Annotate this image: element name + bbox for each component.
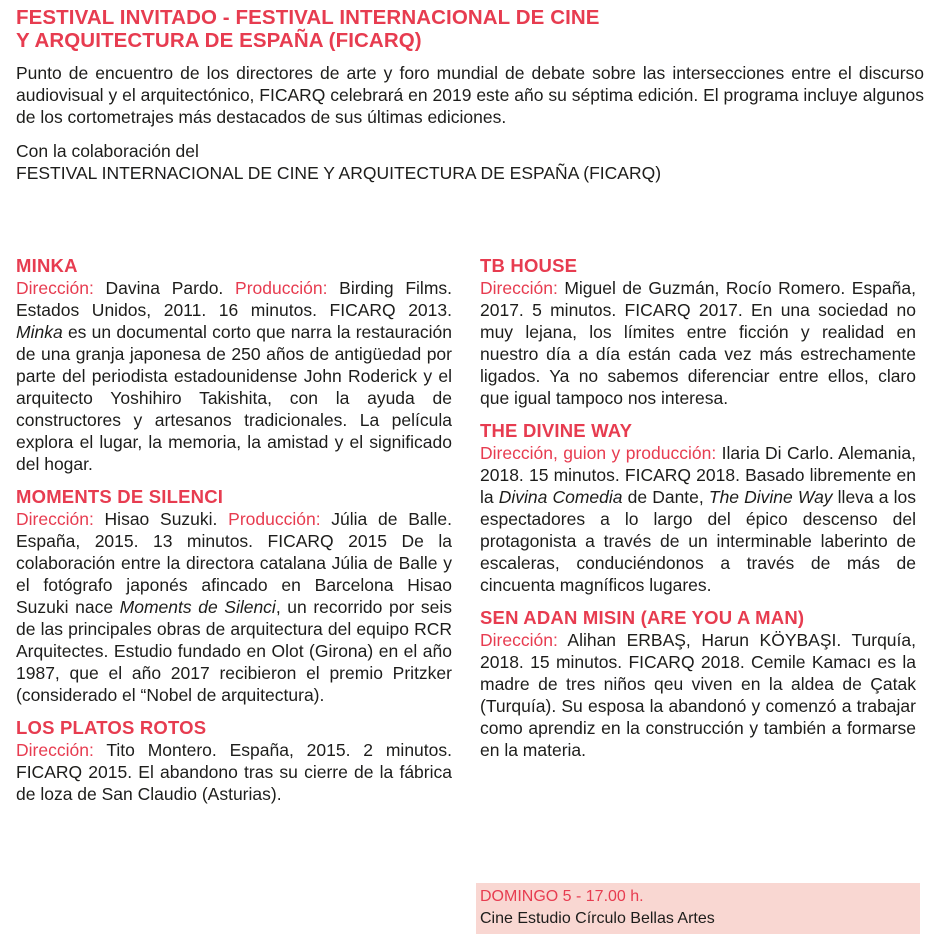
film-sen-adan-misin xyxy=(480,607,916,761)
film-description xyxy=(16,739,452,805)
director-label: Dirección: xyxy=(16,278,94,298)
production-label: Producción: xyxy=(228,509,321,529)
film-tb-house xyxy=(480,255,916,409)
film-name-italic: Minka xyxy=(16,322,63,342)
director-label: Dirección: xyxy=(480,278,558,298)
production-text: Birding Films. Estados Unidos, 2011. 16 minutos. FICARQ 2013. xyxy=(16,278,453,320)
film-los-platos-rotos xyxy=(16,717,452,805)
production-label: Producción: xyxy=(235,278,328,298)
screening-schedule xyxy=(476,883,920,934)
film-title: LOS PLATOS ROTOS xyxy=(16,717,207,738)
work-name-italic: Divina Comedia xyxy=(498,487,623,507)
festival-title xyxy=(16,6,924,52)
synopsis-text: Ilaria Di Carlo. Alemania, 2018. 15 minutos. FICARQ 2018. Basado libremente en la xyxy=(480,443,916,507)
film-the-divine-way xyxy=(480,420,916,596)
film-moments-de-silenci xyxy=(16,486,452,706)
synopsis-text: , un recorrido por seis de las principales obras de arquitectura del equipo RCR Arquitectes. Estudio fundado en Olot (Girona) en el año 1987, que el año 2017 recibieron el premio Pritzker (considerado el “Nobel de arquitectura). xyxy=(16,597,452,705)
film-title: TB HOUSE xyxy=(480,255,578,276)
film-description xyxy=(480,277,916,409)
film-name-italic: Moments de Silenci xyxy=(119,597,276,617)
festival-header xyxy=(16,6,924,184)
film-name-italic: The Divine Way xyxy=(708,487,833,507)
film-minka xyxy=(16,255,452,475)
festival-title-line2: Y ARQUITECTURA DE ESPAÑA (FICARQ) xyxy=(16,29,422,52)
director-name: Hisao Suzuki. xyxy=(93,509,229,529)
film-title: SEN ADAN MISIN (ARE YOU A MAN) xyxy=(480,607,805,628)
synopsis-text: de Dante, xyxy=(622,487,709,507)
director-label: Dirección: xyxy=(480,630,558,650)
synopsis-text: Miguel de Guzmán, Rocío Romero. España, 2017. 5 minutos. FICARQ 2017. En una sociedad no muy lejana, los límites entre ficción y realidad en nuestro día a día están cada vez más estrechamente ligados. Ya no sabemos diferenciar entre ellos, claro que igual tampoco nos interesa. xyxy=(480,278,916,408)
synopsis-text: lleva a los espectadores a lo largo del épico descenso del protagonista a través de un interminable laberinto de escaleras, conduciéndonos a través de más de cincuenta magníficos lugares. xyxy=(480,487,916,595)
director-label: Dirección: xyxy=(16,509,94,529)
right-column xyxy=(480,255,916,772)
film-title: MOMENTS DE SILENCI xyxy=(16,486,224,507)
left-column xyxy=(16,255,452,816)
director-label: Dirección, guion y producción: xyxy=(480,443,717,463)
synopsis-text: es un documental corto que narra la restauración de una granja japonesa de 250 años de antigüedad por parte del periodista estadounidense John Roderick y el arquitecto Yoshihiro Takishita, con la ayuda de constructores y artesanos tradicionales. La película explora el lugar, la memoria, la amistad y el significado del hogar. xyxy=(16,322,452,474)
festival-title-line1: FESTIVAL INVITADO - FESTIVAL INTERNACIONAL DE CINE xyxy=(16,6,600,29)
director-name: Davina Pardo. xyxy=(93,278,236,298)
collab-line1: Con la colaboración del xyxy=(16,141,199,161)
collab-line2: FESTIVAL INTERNACIONAL DE CINE Y ARQUITECTURA DE ESPAÑA (FICARQ) xyxy=(16,163,662,183)
film-title: THE DIVINE WAY xyxy=(480,420,633,441)
synopsis-text: Alihan ERBAŞ, Harun KÖYBAŞI. Turquía, 2018. 15 minutos. FICARQ 2018. Cemile Kamacı es la madre de tres niños qeu viven en la aldea de Çatak (Turquía). Su esposa la abandonó y comenzó a trabajar como aprendiz en la construcción y también a formarse en la materia. xyxy=(480,630,916,760)
synopsis-text: Tito Montero. España, 2015. 2 minutos. FICARQ 2015. El abandono tras su cierre de la fábrica de loza de San Claudio (Asturias). xyxy=(16,740,452,804)
screening-venue: Cine Estudio Círculo Bellas Artes xyxy=(480,910,715,927)
director-label: Dirección: xyxy=(16,740,94,760)
film-description xyxy=(480,629,916,761)
screening-date-time: DOMINGO 5 - 17.00 h. xyxy=(480,888,644,905)
collaboration-note xyxy=(16,140,924,184)
film-description xyxy=(480,442,916,596)
film-description xyxy=(16,277,452,475)
film-title: MINKA xyxy=(16,255,78,276)
film-description xyxy=(16,508,452,706)
production-text: Júlia de Balle. España, 2015. 13 minutos. FICARQ 2015 De la colaboración entre la directora catalana Júlia de Balle y el fotógrafo japonés afincado en Barcelona Hisao Suzuki nace xyxy=(16,509,452,617)
festival-intro: Punto de encuentro de los directores de arte y foro mundial de debate sobre las intersecciones entre el discurso audiovisual y el arquitectónico, FICARQ celebrará en 2019 este año su séptima edición. El programa incluye algunos de los cortometrajes más destacados de sus últimas ediciones. xyxy=(16,63,924,127)
